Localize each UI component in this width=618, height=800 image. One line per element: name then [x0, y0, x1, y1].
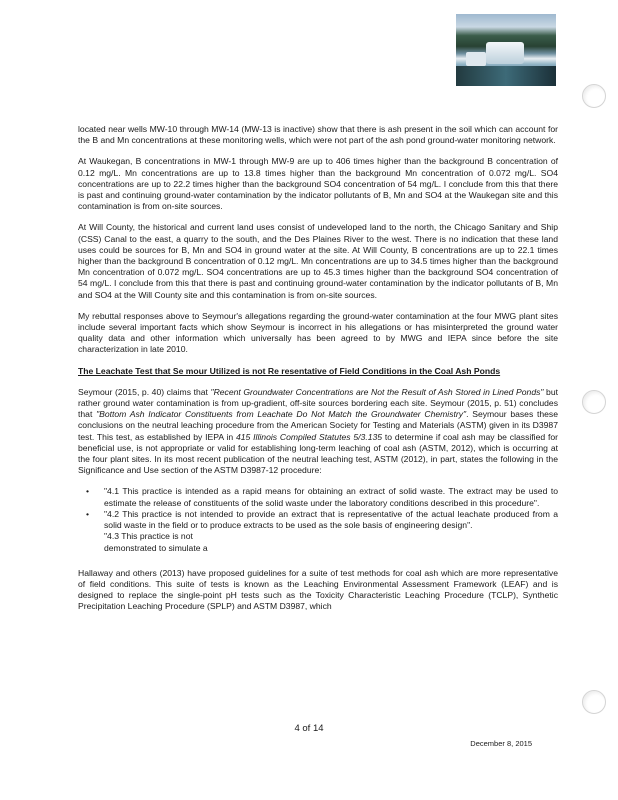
list-item-fragment	[104, 531, 558, 553]
paragraph: At Will County, the historical and current land uses consist of undeveloped land to the north, the Chicago Sanitary and Ship (CSS) Canal to the east, a quarry to the south, and the Des Plaines River to the west. There is no indication that these land uses could be sources for B, Mn and SO4 in ground water at the site. At Will County, B concentrations are up to 22.1 times higher than the background B concentration of 0.12 mg/L. Mn concentrations are up to 34.5 times higher than the background Mn concentration of 0.072 mg/L. SO4 concentrations are up to 45.3 times higher than the background SO4 concentration of 54 mg/L. I conclude from this that there is past and continuing ground-water contamination by the indicator pollutants of B, Mn and SO4 at the Will County site and this contamination is from on-site sources.	[78, 222, 558, 300]
waterfall-shape	[486, 42, 524, 64]
punch-hole	[582, 690, 606, 714]
list-item	[86, 486, 558, 508]
text: Seymour (2015, p. 40) claims that	[78, 386, 211, 397]
citation: 415 Illinois Compiled Statutes 5/3.135	[236, 431, 383, 442]
footer-date: December 8, 2015	[470, 739, 532, 748]
paragraph: At Waukegan, B concentrations in MW-1 through MW-9 are up to 406 times higher than the background B concentration of 0.12 mg/L. Mn concentrations are up to 13.8 times higher than the background Mn concentration of 0.072 mg/L. SO4 concentrations are up to 22.2 times higher than the background SO4 concentration of 54 mg/L. I conclude from this that there is past and continuing ground-water contamination by the indicator pollutants of B, Mn and SO4 at the Waukegan site and this contamination is from on-site sources.	[78, 156, 558, 212]
bullet-list	[78, 486, 558, 553]
paragraph	[78, 387, 558, 477]
quote: "Bottom Ash Indicator Constituents from Leachate Do Not Match the Groundwater Chemistry"	[96, 409, 467, 420]
page-number: 4 of 14	[294, 723, 324, 734]
fragment-text: "4.3 This practice is not	[104, 531, 193, 542]
paragraph: Hallaway and others (2013) have proposed guidelines for a suite of test methods for coal ash which are more representative of field conditions. This suite of tests is known as the Leaching Environmental Assessment Framework (LEAF) and is designed to replace the single-point pH tests such as the Toxicity Characteristic Leaching Procedure (TCLP), Synthetic Precipitation Leaching Procedure (SPLP) and ASTM D3987, which	[78, 567, 558, 612]
list-item-text: "4.2 This practice is not intended to provide an extract that is representative of the actual leachate produced from a solid waste in the field or to produce extracts to be used as the sole basis of engineering design".	[104, 508, 558, 531]
punch-hole	[582, 390, 606, 414]
document-body	[78, 124, 558, 623]
bullet-icon: •	[86, 486, 90, 497]
waterfall-shape	[466, 52, 486, 66]
bullet-icon: •	[86, 508, 90, 519]
quote: "Recent Groundwater Concentrations are Not the Result of Ash Stored in Lined Ponds"	[210, 386, 544, 397]
text: to determine if coal ash may be classified for beneficial use, is not appropriate or valid for establishing long-term leaching of coal ash (ASTM, 2012), which is occurring at the four plant sites. In its most recent publication of the neutral leaching test, ASTM (2012), in part, states the following in the Significance and Use section of the ASTM D3987-12 procedure:	[78, 431, 558, 476]
list-item-text: "4.1 This practice is intended as a rapid means for obtaining an extract of solid waste. The extract may be used to estimate the release of constituents of the solid waste under the laboratory conditions described in this procedure".	[104, 486, 558, 508]
list-item	[86, 508, 558, 531]
text: but rather ground water contamination is from up-gradient, off-site sources bordering each site. Seymour (2015, p. 51) concludes that	[78, 386, 558, 420]
section-heading-text: The Leachate Test that Se mour Utilized is not Re resentative of Field Conditions in the Coal Ash Ponds	[78, 365, 501, 376]
section-heading	[78, 366, 558, 377]
waterfall-photo	[456, 14, 556, 86]
rock-shape	[456, 66, 556, 86]
paragraph: My rebuttal responses above to Seymour's allegations regarding the ground-water contamination at the four MWG plant sites include several important facts which show Seymour is incorrect in his allegations or has misinterpreted the ground water quality data and other information which universally has been agreed to by MWG and IEPA since before the site characterization in late 2010.	[78, 310, 558, 355]
paragraph: located near wells MW-10 through MW-14 (MW-13 is inactive) show that there is ash present in the soil which can account for the B and Mn concentrations at these monitoring wells, which were not part of the ash pond ground-water monitoring network.	[78, 124, 558, 146]
fragment-text: demonstrated to simulate a	[104, 542, 208, 553]
text: . Seymour bases these conclusions on the neutral leaching procedure from the American Society for Testing and Materials (ASTM) given in its D3987 test. This test, as established by IEPA in	[78, 409, 558, 442]
punch-hole	[582, 84, 606, 108]
